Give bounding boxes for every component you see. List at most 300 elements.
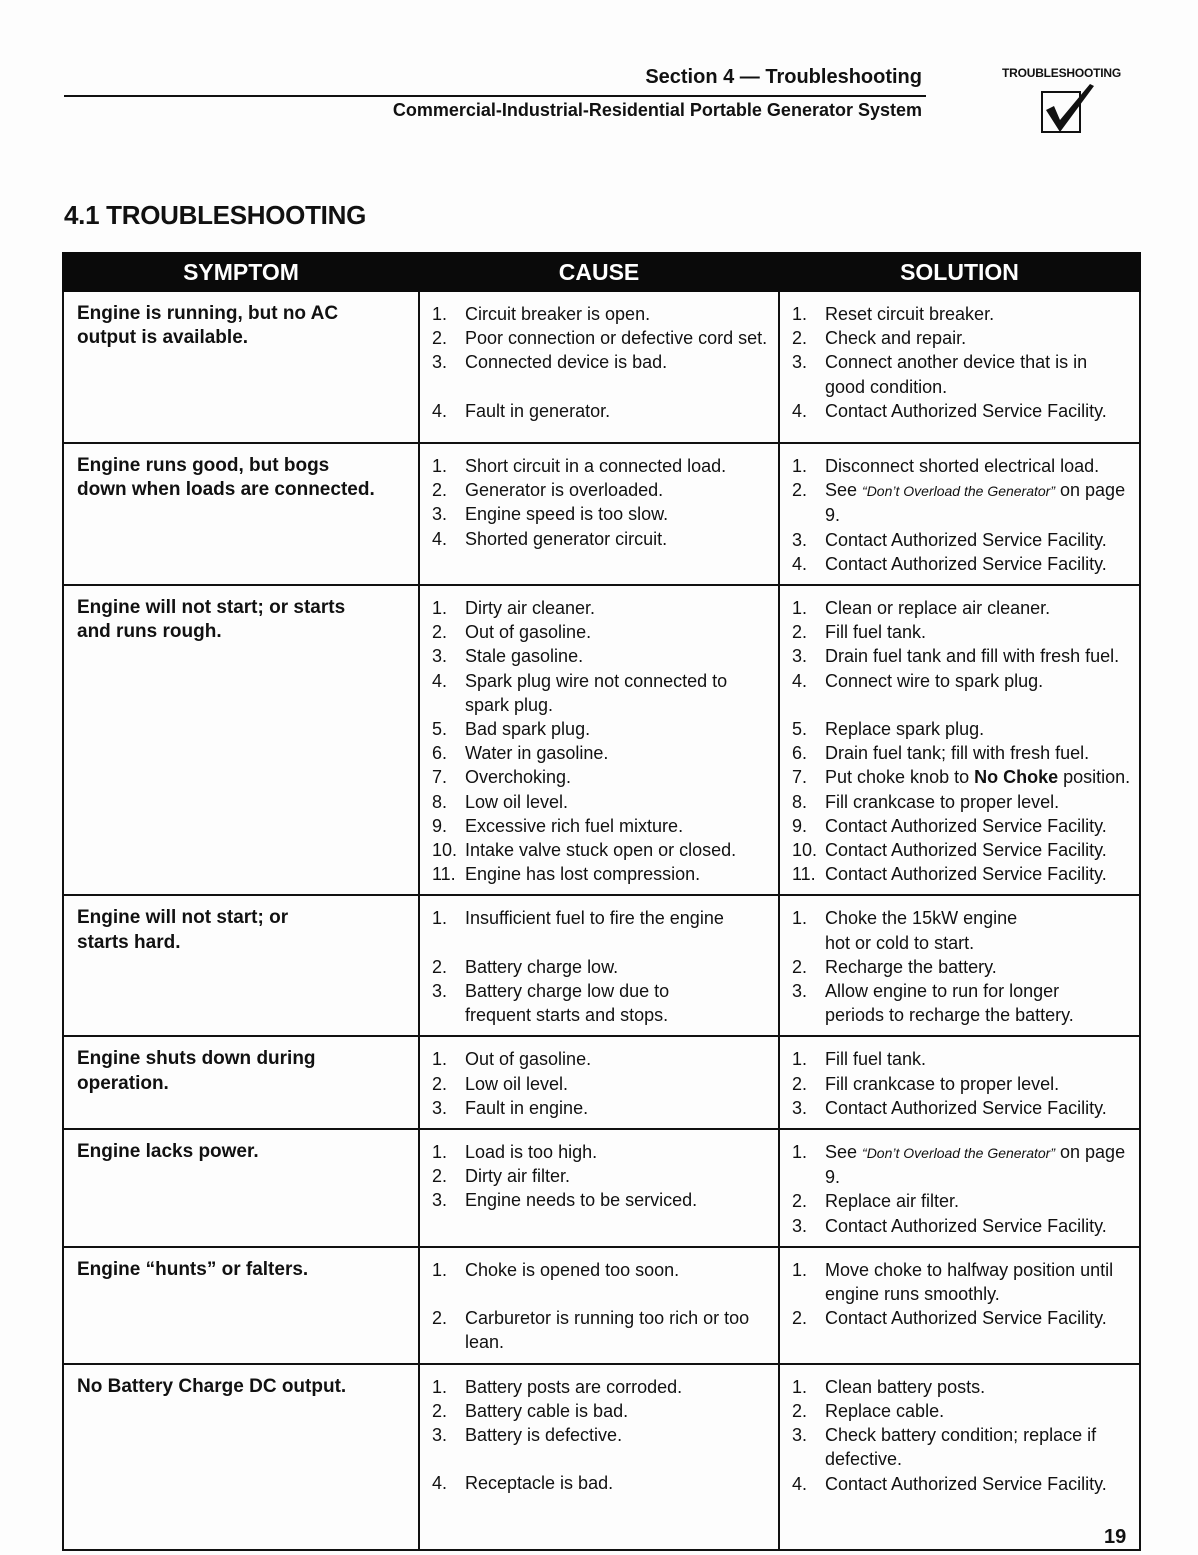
item-text [825, 979, 1135, 1027]
item-text-line: Receptacle is bad. [465, 1473, 614, 1494]
item-number: 5. [432, 719, 448, 740]
solution-item [788, 1399, 1135, 1423]
item-text-line: Connected device is bad. [465, 352, 668, 373]
item-text-line: Contact Authorized Service Facility. [825, 1215, 1107, 1236]
item-text [465, 790, 774, 814]
item-text-line: Contact Authorized Service Facility. [825, 815, 1107, 836]
solution-item [788, 1140, 1135, 1189]
item-number: 1. [792, 1142, 808, 1163]
item-number: 1. [792, 598, 808, 619]
item-text-line: Dirty air filter. [465, 1166, 571, 1187]
item-text [465, 596, 774, 620]
item-text-line: Check and repair. [825, 328, 967, 349]
item-text-line: Load is too high. [465, 1142, 598, 1163]
solution-item [788, 1189, 1135, 1213]
cause-item [428, 955, 774, 979]
item-text [825, 620, 1135, 644]
solution-item [788, 454, 1135, 478]
solution-item [788, 596, 1135, 620]
item-text [465, 527, 774, 551]
item-text-line: Replace spark plug. [825, 719, 985, 740]
item-number: 3. [792, 1097, 808, 1118]
cause-item [428, 502, 774, 526]
item-text [465, 1306, 774, 1354]
table-row [63, 1364, 1140, 1550]
item-text [825, 350, 1135, 398]
item-text-line: Connect wire to spark plug. [825, 670, 1044, 691]
cause-cell [419, 1036, 779, 1129]
table-row [63, 1247, 1140, 1364]
cause-item [428, 906, 774, 930]
item-text-line: Clean or replace air cleaner. [825, 598, 1051, 619]
cause-item [428, 302, 774, 326]
item-number: 3. [432, 1097, 448, 1118]
cause-item [428, 1047, 774, 1071]
item-text [825, 1072, 1135, 1096]
cause-item [428, 979, 774, 1027]
solution-item [788, 302, 1135, 326]
item-text [465, 1188, 774, 1212]
item-text-line: Choke is opened too soon. [465, 1259, 680, 1280]
header-solution: SOLUTION [779, 253, 1140, 291]
item-text [825, 1140, 1135, 1189]
header-cause: CAUSE [419, 253, 779, 291]
item-text-line: Short circuit in a connected load. [465, 456, 727, 476]
item-text [825, 552, 1135, 576]
item-number: 2. [792, 480, 808, 501]
symptom-cell [63, 1364, 419, 1550]
item-text-line: Insufficient fuel to fire the engine [465, 908, 724, 929]
item-text-line: lean. [465, 1332, 505, 1353]
item-text-line: Excessive rich fuel mixture. [465, 815, 684, 836]
item-text [465, 669, 774, 717]
solution-item [788, 1375, 1135, 1399]
item-number: 2. [432, 956, 448, 977]
cause-item [428, 1072, 774, 1096]
item-text-line: Generator is overloaded. [465, 480, 664, 501]
solution-item [788, 350, 1135, 398]
item-text-line: Contact Authorized Service Facility. [825, 553, 1107, 574]
item-text [465, 765, 774, 789]
item-text [825, 790, 1135, 814]
item-number: 9. [792, 815, 808, 836]
item-number: 10. [432, 840, 458, 861]
item-text [465, 644, 774, 668]
cause-cell [419, 585, 779, 895]
page-title: 4.1 TROUBLESHOOTING [64, 200, 366, 230]
symptom-cell [63, 443, 419, 585]
item-text [465, 1096, 774, 1120]
item-text-line: Contact Authorized Service Facility. [825, 1473, 1107, 1494]
item-text-line: Move choke to halfway position until [825, 1259, 1114, 1280]
solution-item [788, 906, 1135, 954]
item-number: 8. [432, 791, 448, 812]
symptom-cell [63, 895, 419, 1036]
item-text [825, 1047, 1135, 1071]
cause-item [428, 1423, 774, 1447]
item-number: 2. [792, 1308, 808, 1329]
cross-reference: “Don’t Overload the Generator” [862, 483, 1056, 500]
item-text [825, 399, 1135, 423]
solution-item [788, 814, 1135, 838]
item-text-line: Contact Authorized Service Facility. [825, 400, 1107, 421]
solution-cell [779, 1247, 1140, 1364]
item-number: 2. [792, 622, 808, 643]
item-text-line: Disconnect shorted electrical load. [825, 456, 1100, 476]
item-number: 3. [432, 1425, 448, 1446]
item-number: 2. [432, 622, 448, 643]
item-text [465, 1258, 774, 1282]
symptom-cell [63, 291, 419, 443]
item-text-line: Fill fuel tank. [825, 1049, 927, 1070]
item-number: 10. [792, 840, 818, 861]
item-text [465, 1164, 774, 1188]
solution-item [788, 326, 1135, 350]
solution-item [788, 669, 1135, 693]
item-number: 1. [792, 908, 808, 929]
item-number: 1. [792, 1376, 808, 1397]
cause-item [428, 478, 774, 502]
item-text [825, 1472, 1135, 1496]
page-number: 19 [1104, 1526, 1127, 1548]
header-symptom: SYMPTOM [63, 253, 419, 291]
item-text-line: Fill crankcase to proper level. [825, 791, 1060, 812]
cause-item [428, 620, 774, 644]
item-number: 1. [432, 304, 448, 324]
item-text [825, 1423, 1135, 1471]
item-number: 3. [792, 646, 808, 667]
solution-item [788, 644, 1135, 668]
solution-item [788, 741, 1135, 765]
item-text-line: Reset circuit breaker. [825, 304, 995, 324]
item-text-line: Spark plug wire not connected to [465, 670, 728, 691]
cause-cell [419, 895, 779, 1036]
item-text [465, 399, 774, 423]
cause-item [428, 741, 774, 765]
cause-item [428, 814, 774, 838]
item-text-line: Shorted generator circuit. [465, 528, 668, 549]
item-text-line: Poor connection or defective cord set. [465, 328, 768, 349]
item-text [465, 350, 774, 374]
item-text-line: Battery is defective. [465, 1425, 623, 1446]
symptom-text: Engine is running, but no AC [77, 303, 339, 324]
item-text [825, 1399, 1135, 1423]
solution-cell [779, 291, 1140, 443]
item-text [465, 1423, 774, 1447]
item-text [825, 838, 1135, 862]
section-heading: Section 4 — Troubleshooting [645, 66, 922, 88]
symptom-cell [63, 1036, 419, 1129]
item-text [465, 1140, 774, 1164]
symptom-text: output is available. [77, 327, 249, 349]
solution-item [788, 717, 1135, 741]
cause-item [428, 1471, 774, 1495]
item-text [825, 1306, 1135, 1330]
item-number: 1. [432, 1259, 448, 1280]
item-text [825, 1096, 1135, 1120]
item-text [465, 906, 774, 930]
solution-item [788, 838, 1135, 862]
item-text [465, 302, 774, 326]
table-row [63, 585, 1140, 895]
item-number: 2. [792, 1400, 808, 1421]
item-number: 3. [432, 646, 448, 667]
item-text [825, 717, 1135, 741]
table-header-row [63, 253, 1140, 291]
item-text-line: Out of gasoline. [465, 1049, 592, 1070]
item-text-line: Check battery condition; replace if [825, 1425, 1097, 1446]
item-number: 3. [792, 352, 808, 373]
item-text-line: periods to recharge the battery. [825, 1005, 1074, 1026]
item-number: 3. [792, 1425, 808, 1446]
item-text [825, 1189, 1135, 1213]
item-text-line: Battery charge low due to [465, 981, 670, 1002]
item-text [465, 979, 774, 1027]
item-number: 3. [792, 529, 808, 550]
item-text-line: Clean battery posts. [825, 1376, 986, 1397]
item-number: 2. [432, 1073, 448, 1094]
item-number: 2. [432, 480, 448, 501]
solution-cell [779, 443, 1140, 585]
item-text-line: Drain fuel tank; fill with fresh fuel. [825, 743, 1090, 764]
item-number: 1. [792, 456, 808, 476]
item-text-line: Battery charge low. [465, 956, 619, 977]
item-text-line: Engine speed is too slow. [465, 504, 669, 525]
item-text [825, 741, 1135, 765]
item-text [465, 478, 774, 502]
item-text [465, 862, 774, 886]
cause-item [428, 1258, 774, 1282]
item-text-line: Fault in generator. [465, 400, 611, 421]
item-text [465, 1047, 774, 1071]
symptom-text: operation. [77, 1072, 169, 1094]
item-text [825, 596, 1135, 620]
item-number: 1. [792, 304, 808, 324]
item-text [465, 326, 774, 350]
item-text-line: Contact Authorized Service Facility. [825, 1097, 1107, 1118]
item-text-line: engine runs smoothly. [825, 1284, 1000, 1305]
item-text-line: Fault in engine. [465, 1097, 589, 1118]
page-reference: on page 9. [825, 1142, 1126, 1188]
symptom-text: and runs rough. [77, 621, 222, 643]
document-subtitle: Commercial-Industrial-Residential Portable Generator System [392, 100, 922, 120]
item-number: 1. [792, 1259, 808, 1280]
item-number: 2. [432, 1308, 448, 1329]
item-text-line: Connect another device that is in [825, 352, 1088, 373]
item-text-line: frequent starts and stops. [465, 1005, 669, 1026]
item-text-line: Contact Authorized Service Facility. [825, 529, 1107, 550]
solution-item [788, 528, 1135, 552]
table-row [63, 291, 1140, 443]
symptom-cell [63, 1129, 419, 1247]
item-text-line: Bad spark plug. [465, 719, 591, 740]
item-text [825, 302, 1135, 326]
spacer [428, 1447, 774, 1471]
item-text [825, 669, 1135, 693]
item-number: 2. [432, 1400, 448, 1421]
spacer [428, 375, 774, 399]
cause-item [428, 596, 774, 620]
solution-item [788, 1423, 1135, 1471]
solution-cell [779, 585, 1140, 895]
item-number: 4. [792, 400, 808, 421]
item-number: 3. [432, 504, 448, 525]
cause-cell [419, 1364, 779, 1550]
solution-cell [779, 1129, 1140, 1247]
cause-item [428, 1375, 774, 1399]
item-number: 1. [432, 1376, 448, 1397]
item-text-line: Water in gasoline. [465, 743, 609, 764]
item-text [465, 717, 774, 741]
cause-cell [419, 443, 779, 585]
item-text-line: defective. [825, 1449, 903, 1470]
item-number: 1. [432, 908, 448, 929]
page-reference: on page 9. [825, 480, 1126, 526]
item-text [465, 814, 774, 838]
item-text-line: Replace cable. [825, 1400, 945, 1421]
solution-item [788, 1047, 1135, 1071]
item-text [825, 814, 1135, 838]
item-text [825, 528, 1135, 552]
item-text-line: Out of gasoline. [465, 622, 592, 643]
section-tab-label: TROUBLESHOOTING [1002, 66, 1121, 80]
emphasis-text: No Choke [974, 767, 1059, 788]
solution-item [788, 862, 1135, 886]
item-number: 2. [792, 956, 808, 977]
solution-item [788, 765, 1135, 789]
table-row [63, 443, 1140, 585]
item-text [465, 1399, 774, 1423]
header-rule [64, 95, 926, 97]
symptom-text: starts hard. [77, 931, 181, 953]
item-text-line: Recharge the battery. [825, 956, 997, 977]
item-text [825, 326, 1135, 350]
item-number: 4. [432, 670, 448, 691]
item-text [825, 1258, 1135, 1306]
item-number: 4. [432, 1473, 448, 1494]
solution-item [788, 1214, 1135, 1238]
item-text-line: Carburetor is running too rich or too [465, 1308, 750, 1329]
item-text [465, 502, 774, 526]
item-text [465, 1072, 774, 1096]
symptom-text: down when loads are connected. [77, 479, 375, 501]
symptom-text: Engine “hunts” or falters. [77, 1258, 309, 1280]
item-text [465, 955, 774, 979]
symptom-text: Engine will not start; or starts [77, 597, 346, 619]
item-text [465, 838, 774, 862]
item-text-line: Contact Authorized Service Facility. [825, 840, 1107, 861]
item-number: 1. [792, 1049, 808, 1070]
cause-item [428, 1399, 774, 1423]
item-number: 3. [432, 1190, 448, 1211]
solution-item [788, 1096, 1135, 1120]
item-text [465, 620, 774, 644]
item-text-line: Stale gasoline. [465, 646, 584, 667]
table-row [63, 1129, 1140, 1247]
symptom-text: Engine lacks power. [77, 1141, 259, 1163]
item-text [825, 478, 1135, 527]
troubleshooting-table [62, 252, 1141, 1551]
item-number: 2. [432, 1166, 448, 1187]
cause-cell [419, 1247, 779, 1364]
item-text [825, 1375, 1135, 1399]
item-number: 2. [792, 1191, 808, 1212]
item-number: 11. [432, 864, 456, 885]
item-text-line: Intake valve stuck open or closed. [465, 840, 737, 861]
solution-item [788, 399, 1135, 423]
item-text [825, 1214, 1135, 1238]
item-number: 4. [432, 528, 448, 549]
solution-item [788, 955, 1135, 979]
item-text-line: hot or cold to start. [825, 932, 975, 953]
item-text-line: Contact Authorized Service Facility. [825, 1308, 1107, 1329]
cause-item [428, 765, 774, 789]
item-number: 3. [432, 352, 448, 373]
symptom-text: Engine shuts down during [77, 1048, 316, 1070]
item-number: 6. [432, 743, 448, 764]
item-number: 2. [792, 328, 808, 349]
cause-item [428, 669, 774, 717]
item-text-pre: Put choke knob to [825, 767, 975, 788]
symptom-cell [63, 1247, 419, 1364]
item-number: 2. [792, 1073, 808, 1094]
table-row [63, 895, 1140, 1036]
solution-cell [779, 1036, 1140, 1129]
cause-item [428, 399, 774, 423]
item-number: 4. [792, 1473, 808, 1494]
item-text [825, 765, 1135, 789]
item-number: 3. [792, 1215, 808, 1236]
item-text-line: Fill fuel tank. [825, 622, 927, 643]
item-number: 7. [432, 767, 448, 788]
item-number: 6. [792, 743, 808, 764]
solution-item [788, 1306, 1135, 1330]
cause-item [428, 350, 774, 374]
solution-item [788, 478, 1135, 527]
item-text-line: Allow engine to run for longer [825, 981, 1060, 1002]
item-number: 3. [792, 981, 808, 1002]
item-text [825, 955, 1135, 979]
item-text [465, 1471, 774, 1495]
cause-item [428, 527, 774, 551]
cause-item [428, 326, 774, 350]
checkmark-icon [1040, 82, 1096, 144]
solution-item [788, 979, 1135, 1027]
cause-item [428, 790, 774, 814]
spacer [428, 1282, 774, 1306]
solution-item [788, 1258, 1135, 1306]
solution-item [788, 552, 1135, 576]
item-text-line: Engine needs to be serviced. [465, 1190, 698, 1211]
item-number: 3. [432, 981, 448, 1002]
item-text-line: Battery cable is bad. [465, 1400, 629, 1421]
item-text-line: good condition. [825, 376, 948, 397]
cause-item [428, 644, 774, 668]
see-text: See [825, 1142, 863, 1163]
cause-item [428, 1164, 774, 1188]
item-text [465, 1375, 774, 1399]
cross-reference: “Don’t Overload the Generator” [862, 1145, 1056, 1162]
item-text-line: Overchoking. [465, 767, 572, 788]
symptom-cell [63, 585, 419, 895]
item-text-post: position. [1058, 767, 1131, 788]
cause-cell [419, 291, 779, 443]
item-text-line: Contact Authorized Service Facility. [825, 864, 1107, 885]
item-text-line: Battery posts are corroded. [465, 1376, 683, 1397]
item-text [825, 906, 1135, 954]
item-number: 8. [792, 791, 808, 812]
item-text-line: Dirty air cleaner. [465, 598, 596, 619]
